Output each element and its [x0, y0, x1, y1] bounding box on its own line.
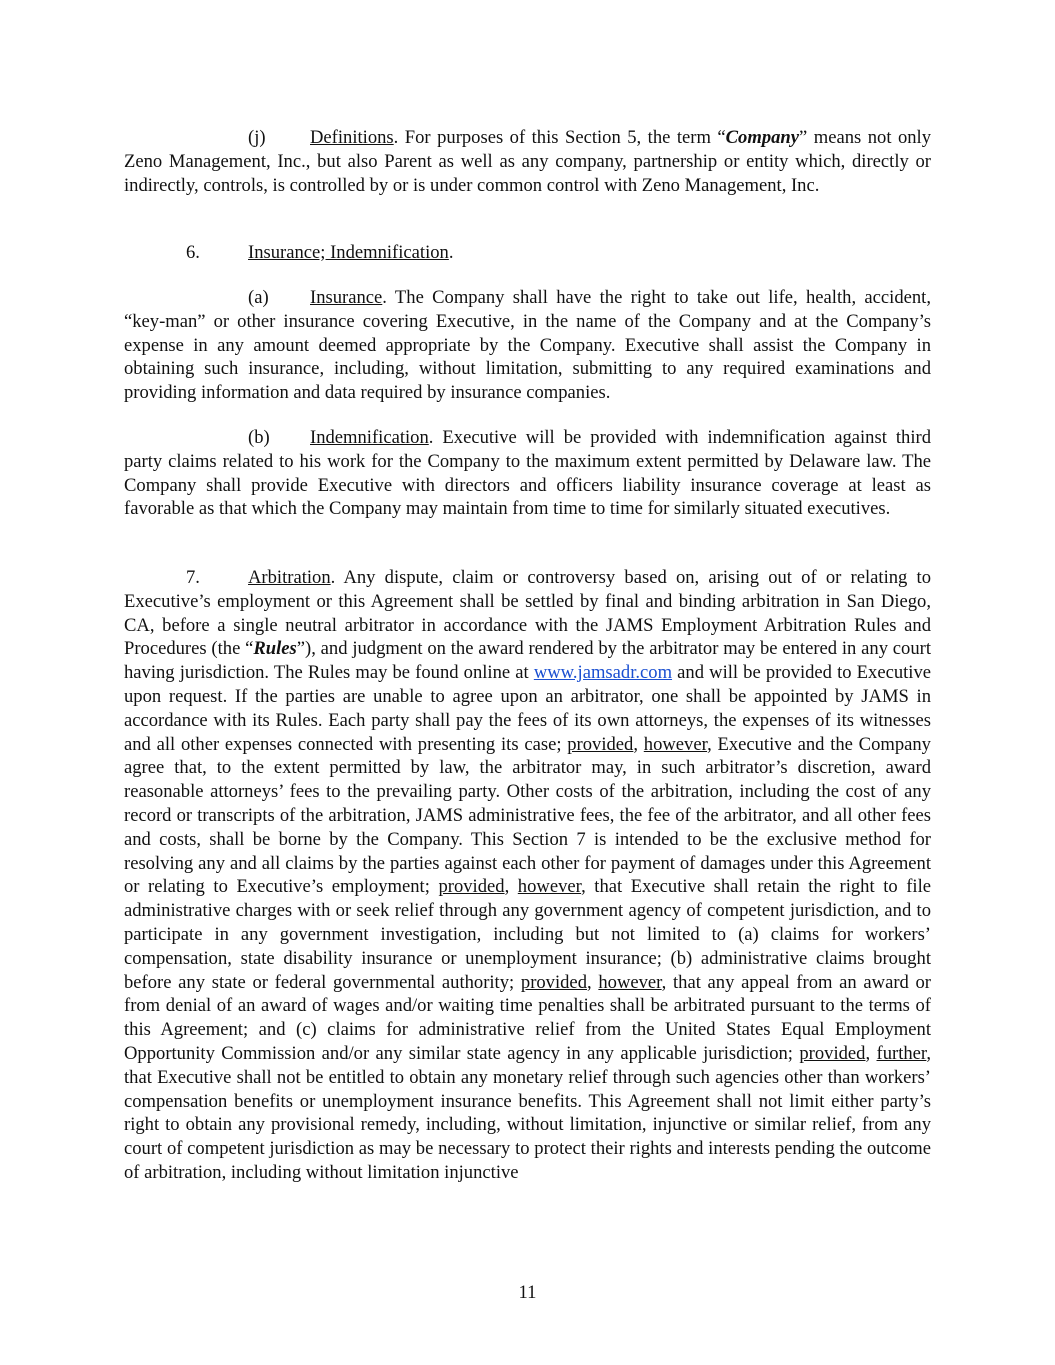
section-6b-indemnification — [124, 426, 931, 521]
clause-text: . Executive will be provided with indemnification against third party claims related to his work for the Company to the maximum extent permitted by Delaware law. The Company shall provide Executive with directors and officers liability insurance coverage at least as favorable as that which the Company may maintain from time to time for similarly situated executives. — [124, 427, 931, 520]
comma: , — [504, 876, 510, 898]
section-5j-definitions — [124, 126, 931, 197]
clause-marker: (a) — [248, 287, 269, 308]
section-6-heading — [124, 241, 931, 265]
provided-term: provided — [799, 1042, 866, 1064]
however-term: however — [598, 971, 662, 993]
clause-text: . For purposes of this Section 5, the term “ — [393, 127, 726, 148]
clause-text: ” means not only Zeno Management, Inc., but also Parent as well as any company, partnership or entity which, directly or indirectly, controls, is controlled by or is under common control with Zeno Management, Inc. — [124, 127, 932, 196]
clause-marker: (j) — [248, 127, 266, 148]
defined-term: Rules — [253, 638, 297, 660]
section-heading: Insurance; Indemnification — [248, 242, 449, 263]
section-number: 7. — [186, 567, 200, 588]
clause-heading: Indemnification — [310, 427, 429, 448]
section-6a-insurance — [124, 286, 931, 405]
comma: , — [587, 971, 592, 993]
section-number: 6. — [186, 242, 200, 263]
provided-term: provided — [567, 733, 634, 755]
provided-term: provided — [520, 971, 587, 993]
however-term: however — [517, 876, 582, 898]
section-heading: Arbitration — [248, 567, 331, 588]
section-7-arbitration — [124, 566, 931, 1185]
comma: , — [633, 733, 639, 755]
provided-term: provided — [438, 876, 505, 898]
clause-text: and will be provided to Executive upon request. If the parties are unable to agree upon an arbitrator, one shall be appointed by JAMS in accordance with its Rules. Each party shall pay the fees of its own attorneys, the expenses of its witnesses and all other expenses connected with presenting its case; — [124, 662, 931, 755]
clause-text: , that any appeal from an award or from denial of an award of wages and/or waiting time penalties shall be arbitrated pursuant to the terms of this Agreement; and (c) claims for administrative relief from the United States Equal Employment Opportunity Commission and/or any similar state agency in any applicable jurisdiction; — [124, 971, 931, 1064]
clause-text: . The Company shall have the right to take out life, health, accident, “key-man” or other insurance covering Executive, in the name of the Company and at the Company’s expense in any amount deemed appropriate by the Company. Executive shall assist the Company in obtaining such insurance, including, without limitation, submitting to any required examinations and providing information and data required by insurance companies. — [124, 287, 931, 404]
clause-marker: (b) — [248, 427, 270, 448]
section-heading-trail: . — [448, 242, 454, 263]
however-term: however — [643, 733, 708, 755]
clause-text: ”), and judgment on the award rendered by the arbitrator may be entered in any court having jurisdiction. The Rules may be found online at — [124, 638, 931, 684]
clause-text: , Executive and the Company agree that, to the extent permitted by law, the arbitrator may, in such arbitrator’s discretion, award reasonable attorneys’ fees to the prevailing party. Other costs of the arbitration, including the cost of any record or transcripts of the arbitration, JAMS administrative fees, the fee of the arbitrator, and all other fees and costs, shall be borne by the Company. This Section 7 is intended to be the exclusive method for resolving any and all claims by the parties against each other for payment of damages under this Agreement or relating to Executive’s employment; — [124, 733, 931, 898]
clause-text: . Any dispute, claim or controversy based on, arising out of or relating to Executive’s employment or this Agreement shall be settled by final and binding arbitration in San Diego, CA, before a single neutral arbitrator in accordance with the JAMS Employment Arbitration Rules and Procedures (the “ — [124, 567, 931, 660]
jams-website-link[interactable]: www.jamsadr.com — [533, 662, 673, 684]
page-number: 11 — [518, 1282, 537, 1303]
clause-text: , that Executive shall retain the right to file administrative charges with or seek relief through any government agency of competent jurisdiction, and to participate in any government investigation, including but not limited to (a) claims for workers’ compensation, state disability insurance or unemployment insurance; (b) administrative claims brought before any state or federal governmental authority; — [124, 876, 932, 993]
clause-heading: Insurance — [310, 287, 383, 308]
further-term: further — [876, 1042, 927, 1064]
clause-text: , that Executive shall not be entitled to obtain any monetary relief through such agencies other than workers’ compensation benefits or unemployment insurance benefits. This Agreement shall not limit either party’s right to obtain any provisional remedy, including, without limitation, injunctive or similar relief, from any court of competent jurisdiction as may be necessary to protect their rights and interests pending the outcome of arbitration, including without limitation injunctive — [124, 1042, 932, 1183]
defined-term: Company — [725, 127, 800, 148]
comma: , — [865, 1042, 871, 1064]
clause-heading: Definitions — [310, 127, 394, 148]
